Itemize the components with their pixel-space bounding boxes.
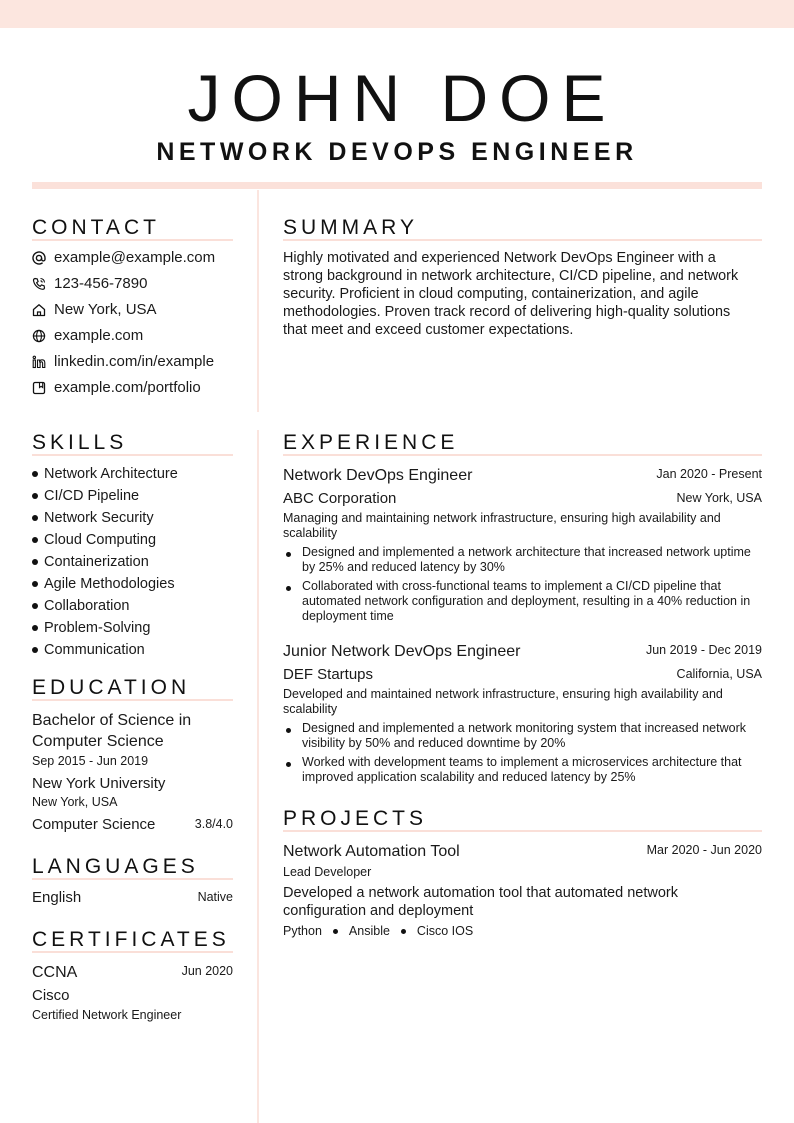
bullet-dot	[286, 552, 291, 557]
skill-item: CI/CD Pipeline	[32, 485, 178, 507]
bullet-dot	[32, 647, 38, 653]
language-name: English	[32, 889, 82, 906]
bullet-dot	[32, 581, 38, 587]
summary-heading: SUMMARY	[283, 216, 418, 239]
job-bullet: Designed and implemented a network monitoring system that increased network visibility by 50% and reduced downtime by 20%	[283, 721, 761, 751]
job-location: New York, USA	[676, 491, 762, 505]
experience-heading: EXPERIENCE	[283, 431, 459, 454]
bullet-dot	[32, 537, 38, 543]
contact-phone-text: 123-456-7890	[54, 275, 148, 292]
certificate-date: Jun 2020	[181, 964, 233, 978]
skill-item: Network Security	[32, 507, 178, 529]
contact-location-text: New York, USA	[54, 301, 157, 318]
contact-phone[interactable]	[32, 274, 147, 294]
technology-tag: Python	[283, 924, 322, 938]
phone-icon	[32, 277, 46, 291]
job-dates: Jun 2019 - Dec 2019	[645, 643, 762, 657]
job-bullet: Designed and implemented a network architecture that increased network uptime by 25% and reduced latency by 30%	[283, 545, 761, 575]
skills-heading: SKILLS	[32, 431, 128, 454]
language-level: Native	[197, 890, 233, 904]
education-degree: Bachelor of Science in Computer Science	[32, 712, 192, 750]
contact-email[interactable]	[32, 248, 215, 268]
projects-heading: PROJECTS	[283, 807, 428, 830]
column-divider-bottom	[257, 430, 259, 1123]
skill-item: Collaboration	[32, 595, 178, 617]
education-location: New York, USA	[32, 795, 118, 809]
contact-website[interactable]	[32, 326, 143, 346]
certificates-heading: CERTIFICATES	[32, 928, 230, 951]
globe-icon	[32, 329, 46, 343]
skill-item: Agile Methodologies	[32, 573, 178, 595]
job-company: ABC Corporation	[283, 490, 397, 507]
bullet-dot	[286, 762, 291, 767]
skill-item: Problem-Solving	[32, 617, 178, 639]
education-school: New York University	[32, 775, 166, 792]
bullet-dot	[32, 625, 38, 631]
contact-linkedin-text: linkedin.com/in/example	[54, 353, 215, 370]
technology-tag: Cisco IOS	[416, 924, 474, 938]
contact-email-text: example@example.com	[54, 249, 216, 266]
education-dates: Sep 2015 - Jun 2019	[32, 754, 149, 768]
bullet-dot	[286, 586, 291, 591]
job-bullets	[283, 545, 761, 628]
bullet-dot	[32, 559, 38, 565]
contact-heading-rule	[32, 239, 233, 241]
skills-list	[32, 463, 178, 661]
at-sign-icon	[32, 251, 46, 265]
education-gpa: 3.8/4.0	[194, 817, 233, 831]
contact-website-text: example.com	[54, 327, 144, 344]
education-field: Computer Science	[32, 816, 156, 833]
portfolio-icon	[32, 381, 46, 395]
summary-text: Highly motivated and experienced Network DevOps Engineer with a strong background in network architecture, CI/CD pipeline, and network security. Proficient in cloud computing, containerization, and agile methodologies. Proven track record of delivering high-quality solutions that meet and exceed customer expectations.	[283, 250, 739, 338]
bullet-dot	[401, 929, 406, 934]
technology-tag: Ansible	[348, 924, 390, 938]
candidate-name: JOHN DOE	[187, 61, 617, 135]
home-icon	[32, 303, 46, 317]
project-role: Lead Developer	[283, 865, 372, 879]
job-bullet: Worked with development teams to implement a microservices architecture that improved application scalability and reduced latency by 25%	[283, 755, 761, 785]
candidate-role: NETWORK DEVOPS ENGINEER	[156, 138, 638, 166]
summary-heading-rule	[283, 239, 762, 241]
certificate-name: CCNA	[32, 964, 78, 981]
skill-item: Communication	[32, 639, 178, 661]
header-divider	[32, 182, 762, 189]
education-heading-rule	[32, 699, 233, 701]
bullet-dot	[32, 603, 38, 609]
contact-linkedin[interactable]	[32, 352, 214, 372]
project-description: Developed a network automation tool that automated network configuration and deployment	[283, 885, 678, 919]
job-description: Developed and maintained network infrastructure, ensuring high availability and scalability	[283, 687, 723, 716]
languages-heading-rule	[32, 878, 233, 880]
linkedin-icon	[32, 355, 46, 369]
contact-portfolio-text: example.com/portfolio	[54, 379, 201, 396]
project-name: Network Automation Tool	[283, 843, 460, 860]
bullet-dot	[32, 515, 38, 521]
job-bullets	[283, 721, 761, 789]
education-heading: EDUCATION	[32, 676, 191, 699]
certificate-description: Certified Network Engineer	[32, 1008, 182, 1022]
bullet-dot	[333, 929, 338, 934]
job-location: California, USA	[676, 667, 762, 681]
job-dates: Jan 2020 - Present	[656, 467, 762, 481]
job-title: Network DevOps Engineer	[283, 467, 473, 484]
languages-heading: LANGUAGES	[32, 855, 199, 878]
project-dates: Mar 2020 - Jun 2020	[646, 843, 762, 857]
job-description: Managing and maintaining network infrastructure, ensuring high availability and scalability	[283, 511, 721, 540]
certificate-issuer: Cisco	[32, 987, 70, 1004]
bullet-dot	[32, 493, 38, 499]
project-technologies	[283, 923, 473, 939]
job-title: Junior Network DevOps Engineer	[283, 643, 521, 660]
column-divider-top	[257, 190, 259, 412]
job-company: DEF Startups	[283, 666, 374, 683]
job-bullet: Collaborated with cross-functional teams to implement a CI/CD pipeline that automated network configuration and deployment, resulting in a 40% reduction in deployment time	[283, 579, 761, 624]
contact-portfolio[interactable]	[32, 378, 201, 398]
projects-heading-rule	[283, 830, 762, 832]
certificates-heading-rule	[32, 951, 233, 953]
contact-location	[32, 300, 157, 320]
bullet-dot	[286, 728, 291, 733]
top-accent-band	[0, 0, 794, 28]
bullet-dot	[32, 471, 38, 477]
skill-item: Cloud Computing	[32, 529, 178, 551]
skill-item: Containerization	[32, 551, 178, 573]
contact-heading: CONTACT	[32, 216, 160, 239]
skills-heading-rule	[32, 454, 233, 456]
experience-heading-rule	[283, 454, 762, 456]
skill-item: Network Architecture	[32, 463, 178, 485]
